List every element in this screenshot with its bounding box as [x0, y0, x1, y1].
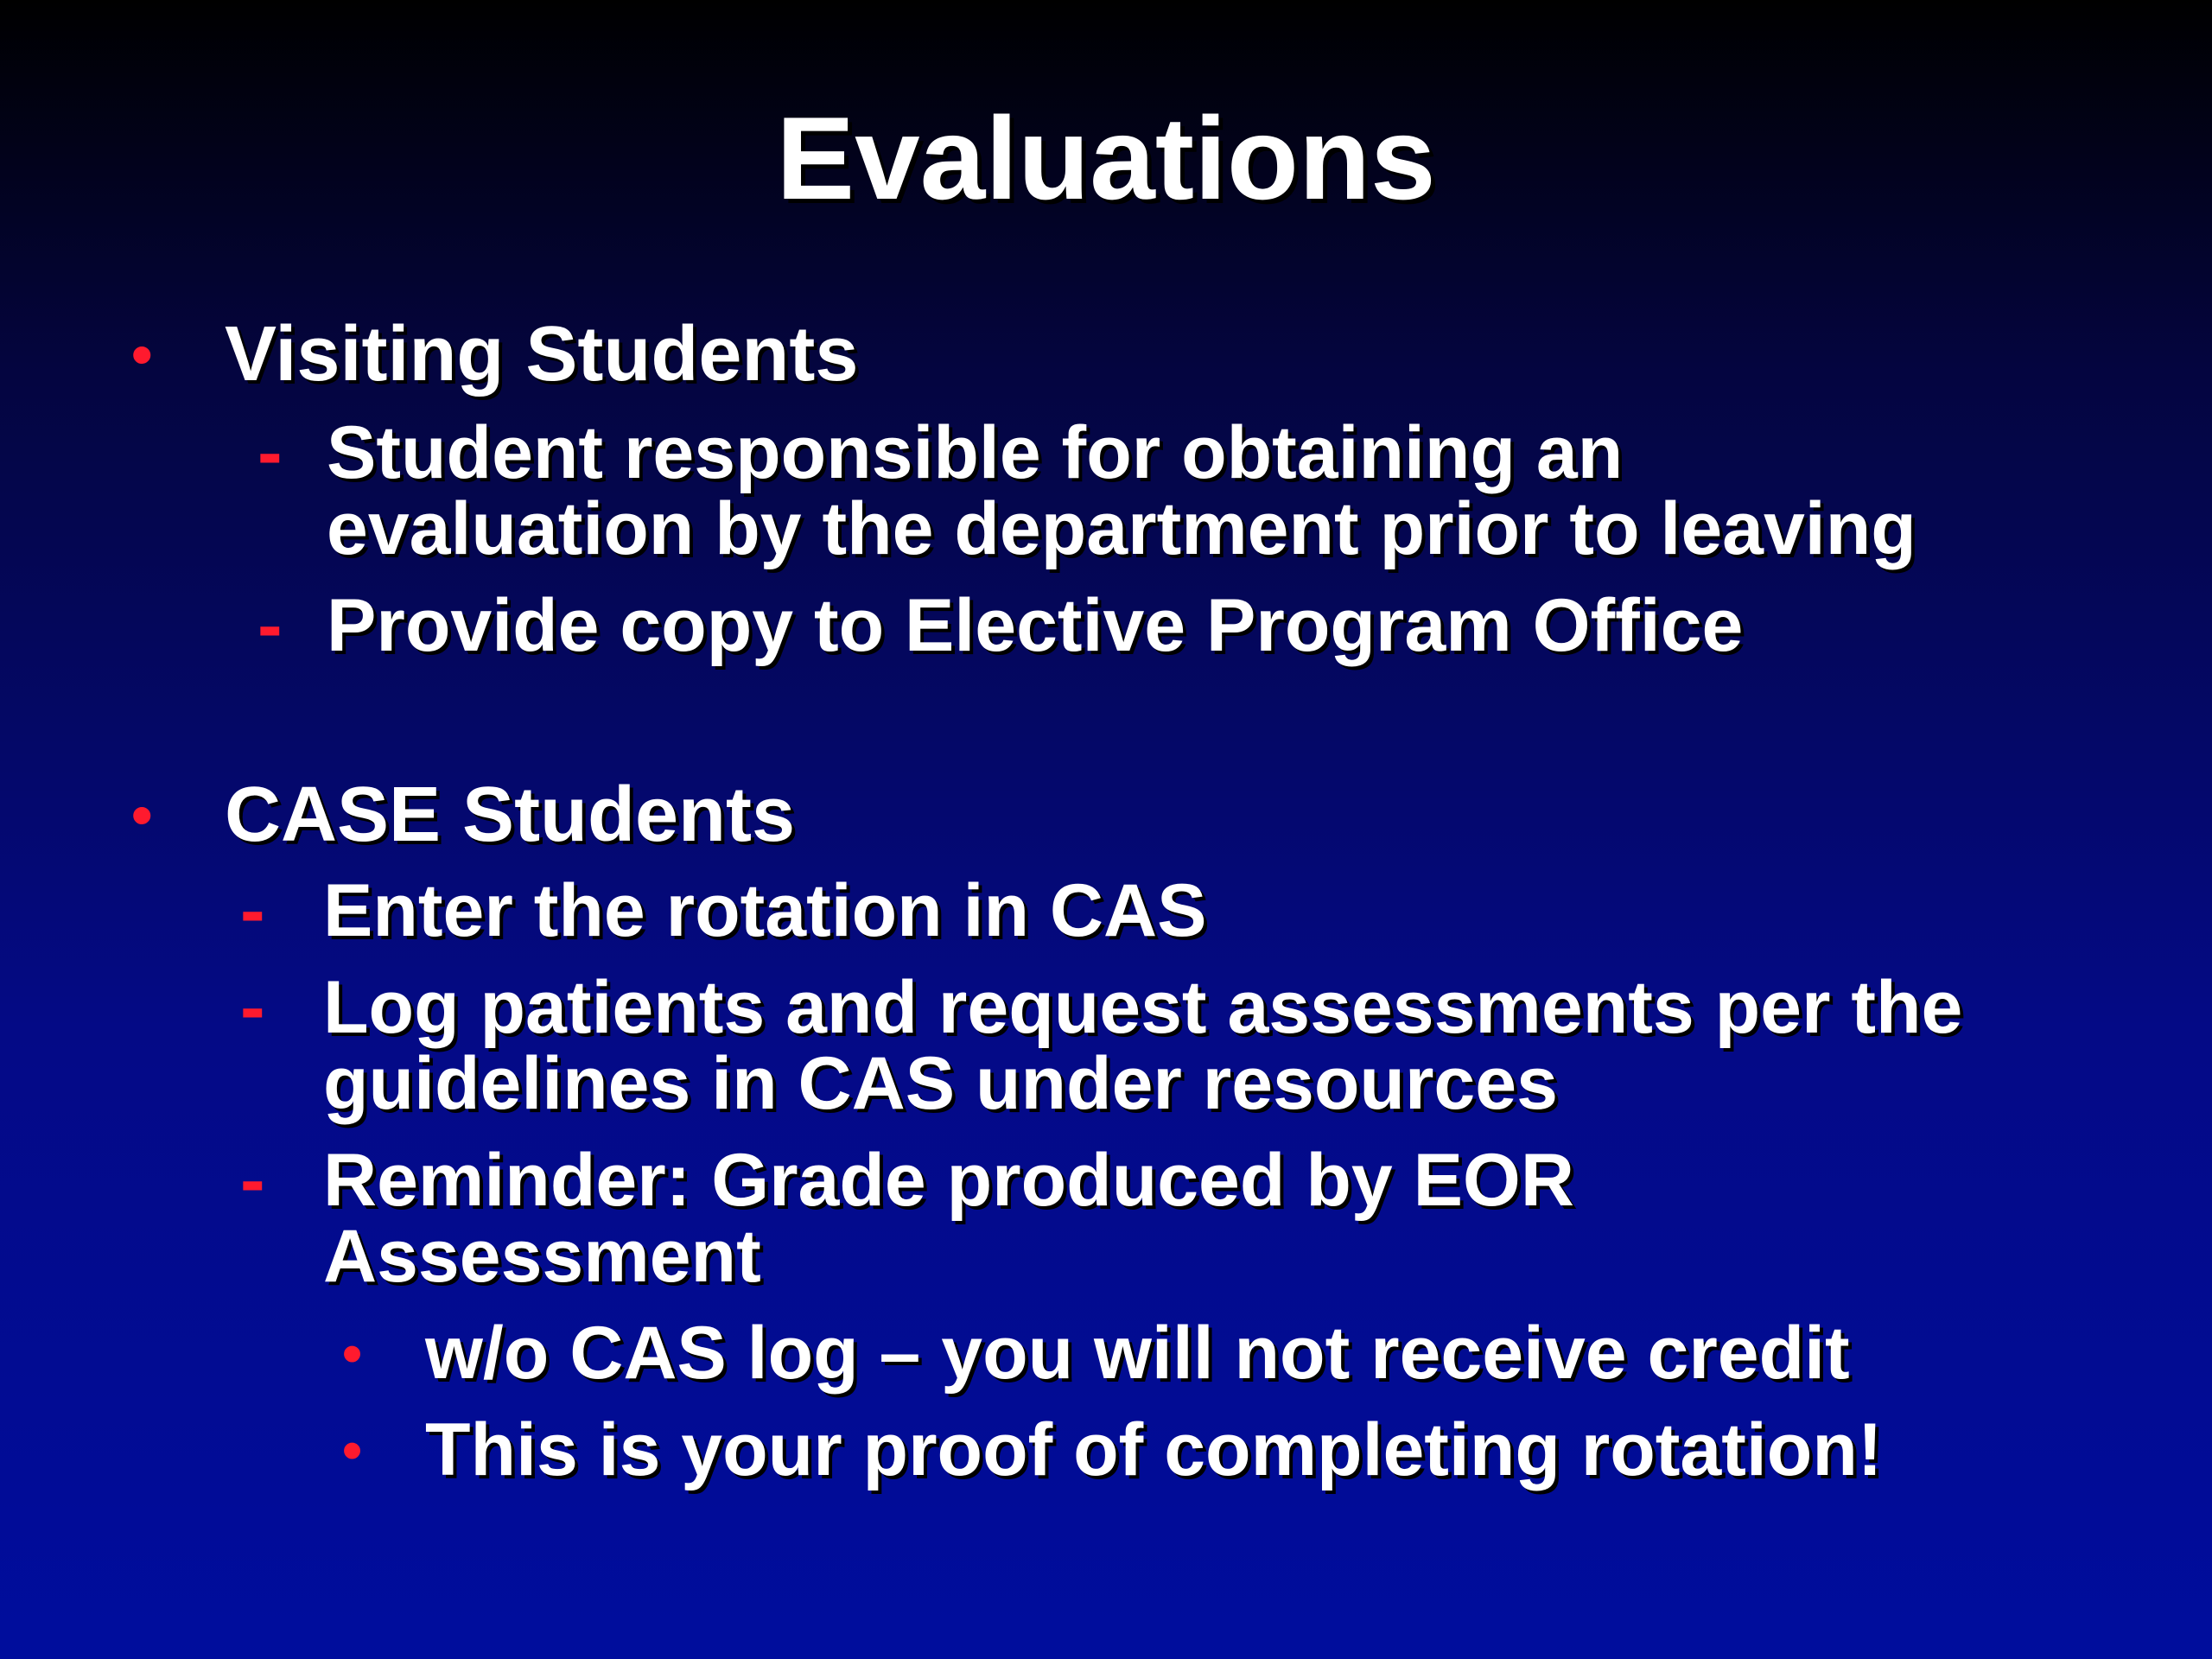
sub-item-line: Provide copy to Elective Program Office	[327, 584, 1744, 667]
bullet-icon: •	[342, 1418, 363, 1482]
sub-item-line: Enter the rotation in CAS	[323, 869, 1207, 952]
bullet-icon: •	[342, 1321, 363, 1385]
sub-sub-item-text: This is your proof of completing rotation!	[425, 1408, 1883, 1491]
dash-icon: -	[240, 966, 265, 1049]
bullet-icon: •	[131, 321, 153, 388]
dash-icon: -	[240, 869, 265, 952]
sub-item-line: Assessment	[323, 1215, 761, 1298]
sub-item-line: guidelines in CAS under resources	[323, 1042, 1558, 1125]
dash-icon: -	[257, 584, 283, 667]
dash-icon: -	[240, 1139, 265, 1222]
bullet-icon: •	[131, 781, 153, 849]
slide-title: Evaluations	[776, 92, 1436, 224]
sub-sub-item-text: w/o CAS log – you will not receive credit	[425, 1312, 1850, 1395]
section-heading: Visiting Students	[225, 311, 859, 397]
sub-item-line: Reminder: Grade produced by EOR	[323, 1139, 1574, 1222]
sub-item-line: Student responsible for obtaining an	[327, 411, 1624, 494]
section-heading: CASE Students	[225, 772, 796, 858]
sub-item-line: Log patients and request assessments per the	[323, 966, 1963, 1049]
sub-item-line: evaluation by the department prior to leaving	[327, 487, 1916, 570]
dash-icon: -	[257, 411, 283, 494]
